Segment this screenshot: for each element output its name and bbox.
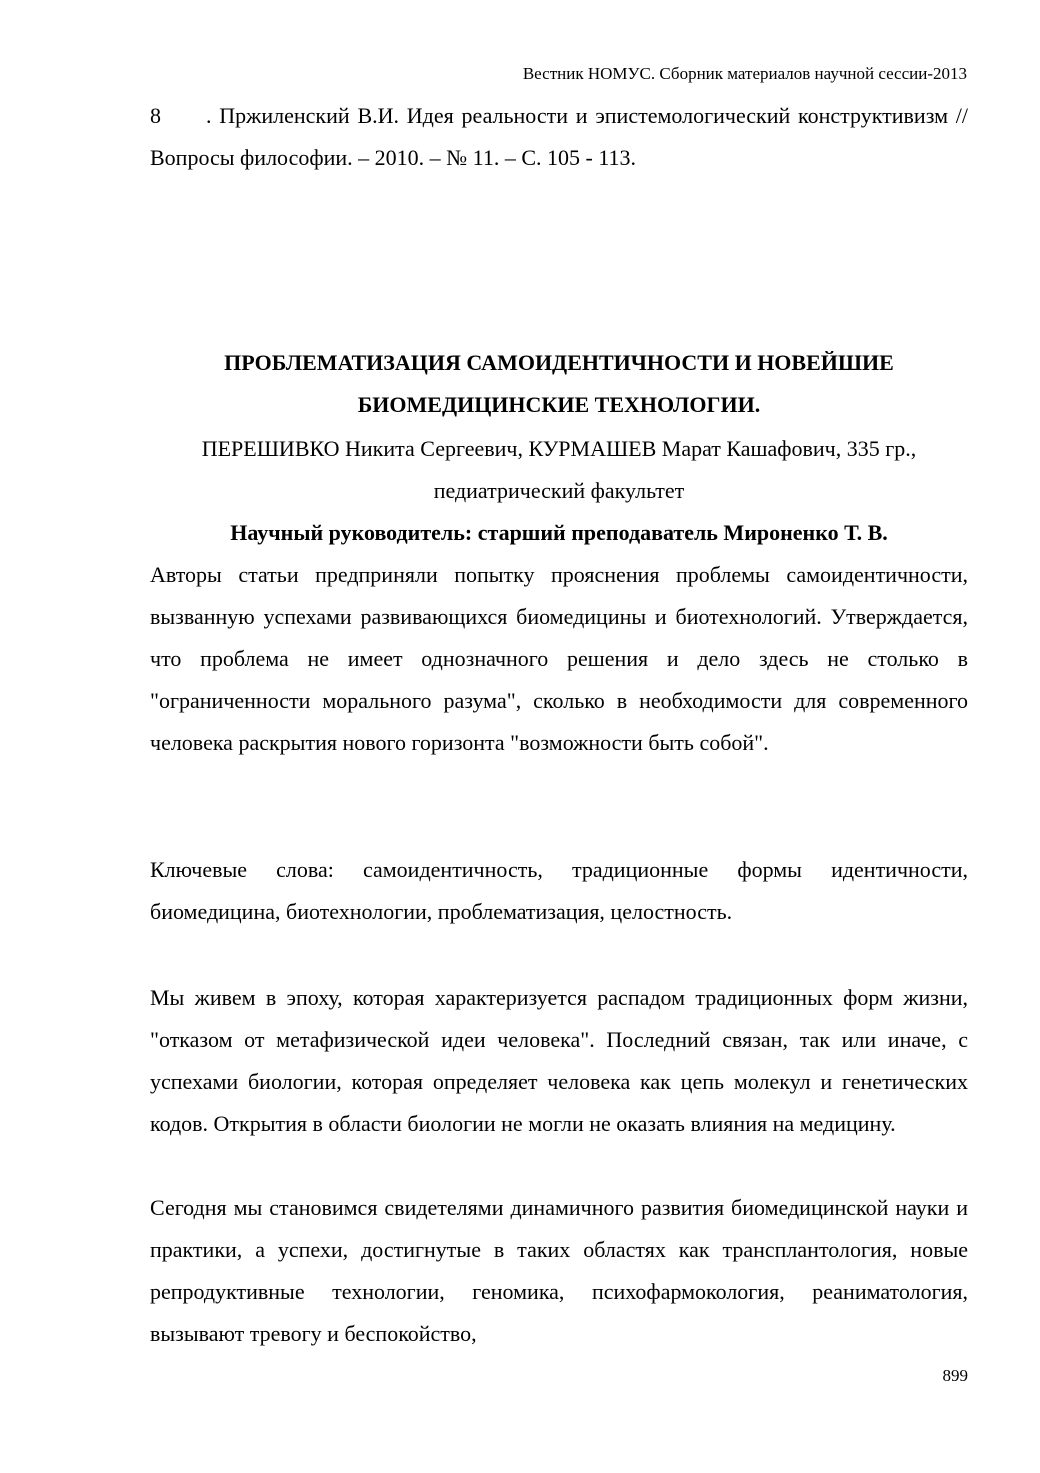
supervisor: Научный руководитель: старший преподаватель Мироненко Т. В.	[230, 520, 888, 545]
abstract-text: Авторы статьи предприняли попытку прояснения проблемы самоидентичности, вызванную успехами развивающихся биомедицины и биотехнологий. Утверждается, что проблема не имеет однозначного решения и дело здесь не столько в "ограниченности морального разума", сколько в необходимости для современного человека раскрытия нового горизонта "возможности быть собой".	[150, 562, 968, 755]
article-title	[100, 342, 1018, 426]
abstract	[150, 554, 968, 764]
article-title-line2: БИОМЕДИЦИНСКИЕ ТЕХНОЛОГИИ.	[357, 392, 761, 417]
paragraph-text: Мы живем в эпоху, которая характеризуется распадом традиционных форм жизни, "отказом от метафизической идеи человека". Последний связан, так или иначе, с успехами биологии, которая определяет человека как цепь молекул и генетических кодов. Открытия в области биологии не могли не оказать влияния на медицину.	[150, 985, 968, 1136]
keywords	[150, 849, 968, 933]
article-title-line1: ПРОБЛЕМАТИЗАЦИЯ САМОИДЕНТИЧНОСТИ И НОВЕЙШИЕ	[224, 350, 894, 375]
reference-entry	[150, 95, 968, 179]
body-paragraph-1	[150, 977, 968, 1145]
authors	[100, 428, 1018, 512]
keywords-text: Ключевые слова: самоидентичность, традиционные формы идентичности, биомедицина, биотехнологии, проблематизация, целостность.	[150, 857, 968, 924]
paragraph-text: Сегодня мы становимся свидетелями динамичного развития биомедицинской науки и практики, а успехи, достигнутые в таких областях как трансплантология, новые репродуктивные технологии, геномика, психофармокология, реаниматология, вызывают тревогу и беспокойство,	[150, 1195, 968, 1346]
reference-number: 8	[150, 103, 161, 128]
reference-text: . Пржиленский В.И. Идея реальности и эпистемологический конструктивизм // Вопросы философии. – 2010. – № 11. – С. 105 - 113.	[150, 103, 968, 170]
body-paragraph-2	[150, 1187, 968, 1355]
authors-line1: ПЕРЕШИВКО Никита Сергеевич, КУРМАШЕВ Марат Кашафович, 335 гр.,	[201, 436, 917, 461]
page-number: 899	[942, 1366, 968, 1385]
running-header: Вестник НОМУС. Сборник материалов научной сессии-2013	[522, 64, 967, 83]
authors-line2: педиатрический факультет	[433, 478, 685, 503]
